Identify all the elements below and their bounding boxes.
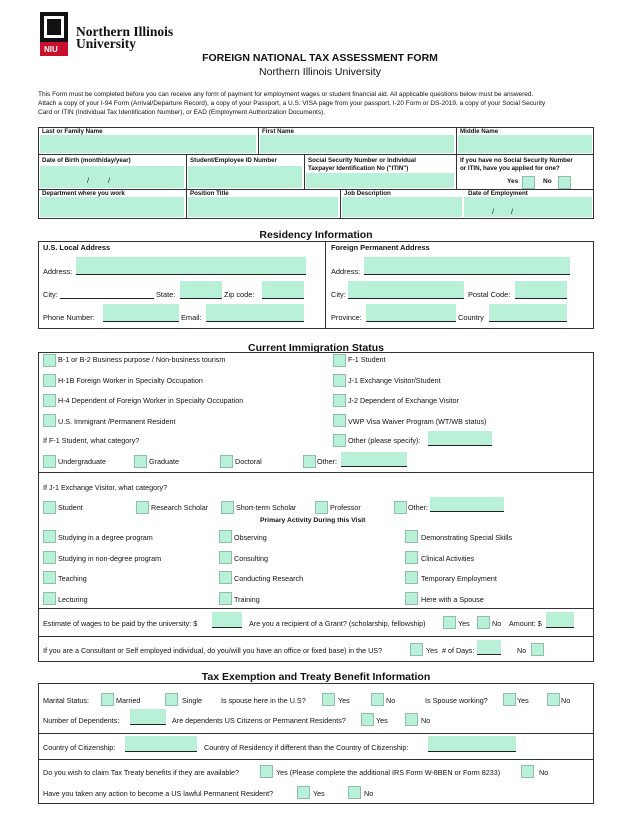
spouse-us-label: Is spouse here in the U.S?: [221, 696, 306, 705]
treaty-label: Do you wish to claim Tax Treaty benefits if they are available?: [43, 768, 240, 777]
dependents-label: Number of Dependents:: [43, 716, 120, 725]
b1-b2-label: B-1 or B-2 Business purpose / Non-business tourism: [58, 355, 226, 364]
permanent-label: Have you taken any action to become a US lawful Permanent Resident?: [43, 789, 274, 798]
activity-training-checkbox[interactable]: [219, 592, 232, 605]
activity-research-label: Conducting Research: [234, 574, 304, 583]
province-label: Province:: [331, 313, 362, 322]
form-subtitle: Northern Illinois University: [259, 66, 381, 78]
f1-label: F-1 Student: [348, 355, 386, 364]
activity-clinical-checkbox[interactable]: [405, 551, 418, 564]
department-input[interactable]: [40, 197, 184, 217]
grant-no-checkbox[interactable]: [477, 616, 490, 629]
residency-heading: Residency Information: [259, 229, 373, 241]
consultant-no-label: No: [517, 646, 527, 655]
us-address-heading: U.S. Local Address: [43, 243, 111, 252]
spouse-us-no-label: No: [386, 696, 396, 705]
f1-undergraduate-label: Undergraduate: [58, 457, 106, 466]
activity-consulting-checkbox[interactable]: [219, 551, 232, 564]
last-name-input[interactable]: [40, 135, 256, 153]
citizenship-input[interactable]: [125, 736, 197, 751]
doe-input[interactable]: [464, 197, 592, 217]
foreign-address-input[interactable]: [364, 257, 570, 274]
dependents-yes-checkbox[interactable]: [361, 713, 374, 726]
residency-country-label: Country of Residency if different than the Country of Citizenship:: [204, 743, 409, 752]
f1-checkbox[interactable]: [333, 354, 346, 367]
logo-mark: NIU: [44, 45, 58, 54]
ssn-label-1: Social Security Number or Individual: [308, 157, 416, 164]
spouse-us-no-checkbox[interactable]: [371, 693, 384, 706]
spouse-us-yes-checkbox[interactable]: [322, 693, 335, 706]
j1-student-label: Student: [58, 503, 83, 512]
phone-label: Phone Number:: [43, 313, 95, 322]
permanent-resident-label: U.S. Immigrant /Permanent Resident: [58, 417, 176, 426]
consultant-no-checkbox[interactable]: [531, 643, 544, 656]
days-input[interactable]: [477, 640, 501, 654]
activity-degree-checkbox[interactable]: [43, 530, 56, 543]
dependents-no-checkbox[interactable]: [405, 713, 418, 726]
postal-input[interactable]: [515, 281, 567, 298]
amount-label: Amount: $: [509, 619, 542, 628]
doe-sep-1: /: [492, 207, 494, 216]
j1-checkbox[interactable]: [333, 374, 346, 387]
phone-input[interactable]: [103, 304, 179, 321]
consultant-yes-checkbox[interactable]: [410, 643, 423, 656]
intro-line-1: This Form must be completed before you can receive any form of payment for employment wages or student financial aid. All applicable questions below must be answered.: [38, 91, 534, 98]
permanent-no-label: No: [364, 789, 374, 798]
treaty-no-label: No: [539, 768, 549, 777]
f1-question: If F-1 Student, what category?: [43, 436, 140, 445]
postal-label: Postal Code:: [468, 290, 511, 299]
ssn-input[interactable]: [306, 173, 454, 188]
j1-short-term-label: Short-term Scholar: [236, 503, 297, 512]
dependents-input[interactable]: [130, 709, 166, 724]
j1-professor-label: Professor: [330, 503, 361, 512]
middle-name-input[interactable]: [458, 135, 592, 153]
single-checkbox[interactable]: [165, 693, 178, 706]
activity-teaching-checkbox[interactable]: [43, 571, 56, 584]
student-id-input[interactable]: [188, 166, 302, 188]
tax-heading: Tax Exemption and Treaty Benefit Information: [201, 671, 431, 683]
f1-doctoral-label: Doctoral: [235, 457, 262, 466]
treaty-yes-label: Yes (Please complete the additional IRS Form W-8BEN or Form 8233): [276, 768, 501, 777]
activity-training-label: Training: [234, 595, 260, 604]
intro-line-2: Attach a copy of your I-94 Form (Arrival/Departure Record), a copy of your Passport, a U.S. VISA page from your passport, I-20 Form or DS-2019, a copy of your Social Security: [38, 100, 546, 107]
applied-no-checkbox[interactable]: [558, 176, 571, 189]
no-ssn-label-2: or ITIN, have you applied for one?: [460, 165, 560, 172]
ssn-label-2: Taxpayer Identification No ("ITIN"): [308, 165, 409, 172]
spouse-us-yes-label: Yes: [338, 696, 350, 705]
activity-clinical-label: Clinical Activities: [421, 554, 475, 563]
f1-undergraduate-checkbox[interactable]: [43, 455, 56, 468]
spouse-working-no-label: No: [561, 696, 571, 705]
intro-line-3: Card or ITIN (Individual Tax Identification Number), or EAD (Employment Authorization Documents).: [38, 109, 326, 116]
dependents-yes-label: Yes: [376, 716, 388, 725]
activity-consulting-label: Consulting: [234, 554, 268, 563]
position-label: Position Title: [190, 190, 229, 197]
email-input[interactable]: [206, 304, 304, 321]
f1-other-label: Other:: [317, 457, 337, 466]
country-input[interactable]: [489, 304, 567, 321]
applied-yes-label: Yes: [507, 178, 519, 185]
us-city-label: City:: [43, 290, 58, 299]
dob-input[interactable]: [40, 166, 184, 188]
primary-activity-heading: Primary Activity During this Visit: [260, 517, 366, 524]
logo-line2: University: [76, 36, 136, 51]
dob-label: Date of Birth (month/day/year): [42, 157, 131, 164]
j1-research-checkbox[interactable]: [136, 501, 149, 514]
foreign-address-label: Address:: [331, 267, 361, 276]
treaty-yes-checkbox[interactable]: [260, 765, 273, 778]
j1-other-label: Other:: [408, 503, 428, 512]
country-label: Country: [458, 313, 484, 322]
wages-input[interactable]: [212, 612, 242, 627]
us-zip-label: Zip code:: [224, 290, 255, 299]
activity-temp-employment-label: Temporary Employment: [421, 574, 497, 583]
dob-sep-1: /: [87, 176, 89, 185]
wages-label: Estimate of wages to be paid by the university: $: [43, 619, 198, 628]
j1-label: J-1 Exchange Visitor/Student: [348, 376, 441, 385]
f1-other-checkbox[interactable]: [303, 455, 316, 468]
other-status-input[interactable]: [428, 431, 492, 445]
foreign-address-heading: Foreign Permanent Address: [331, 243, 430, 252]
residency-country-input[interactable]: [428, 736, 516, 751]
activity-degree-label: Studying in a degree program: [58, 533, 153, 542]
first-name-input[interactable]: [260, 135, 454, 153]
activity-spouse-checkbox[interactable]: [405, 592, 418, 605]
f1-other-input[interactable]: [341, 452, 407, 466]
j2-label: J-2 Dependent of Exchange Visitor: [348, 396, 459, 405]
activity-research-checkbox[interactable]: [219, 571, 232, 584]
j1-other-checkbox[interactable]: [394, 501, 407, 514]
us-address-label: Address:: [43, 267, 73, 276]
foreign-city-input[interactable]: [348, 281, 464, 298]
spouse-working-label: Is Spouse working?: [425, 696, 488, 705]
activity-spouse-label: Here with a Spouse: [421, 595, 484, 604]
dependents-no-label: No: [421, 716, 431, 725]
us-address-input[interactable]: [76, 257, 306, 274]
email-label: Email:: [181, 313, 202, 322]
f1-graduate-label: Graduate: [149, 457, 179, 466]
vwp-label: VWP Visa Waiver Program (WT/WB status): [348, 417, 487, 426]
activity-temp-employment-checkbox[interactable]: [405, 571, 418, 584]
amount-input[interactable]: [546, 612, 574, 627]
f1-graduate-checkbox[interactable]: [134, 455, 147, 468]
h4-checkbox[interactable]: [43, 394, 56, 407]
days-label: # of Days:: [442, 646, 475, 655]
citizenship-label: Country of Citizenship:: [43, 743, 116, 752]
permanent-yes-label: Yes: [313, 789, 325, 798]
f1-doctoral-checkbox[interactable]: [220, 455, 233, 468]
j2-checkbox[interactable]: [333, 394, 346, 407]
permanent-no-checkbox[interactable]: [348, 786, 361, 799]
last-name-label: Last or Family Name: [42, 128, 103, 135]
b1-b2-checkbox[interactable]: [43, 354, 56, 367]
h4-label: H-4 Dependent of Foreign Worker in Specialty Occupation: [58, 396, 244, 405]
consultant-label: If you are a Consultant or Self employed individual, do you/will you have an office or fixed base) in the US?: [43, 646, 383, 655]
j1-question: If J-1 Exchange Visitor, what category?: [43, 483, 168, 492]
activity-teaching-label: Teaching: [58, 574, 87, 583]
activity-observing-label: Observing: [234, 533, 267, 542]
us-state-input[interactable]: [180, 281, 222, 298]
vwp-checkbox[interactable]: [333, 414, 346, 427]
us-zip-input[interactable]: [262, 281, 304, 298]
middle-name-label: Middle Name: [460, 128, 499, 135]
permanent-yes-checkbox[interactable]: [297, 786, 310, 799]
dob-sep-2: /: [108, 176, 110, 185]
doe-sep-2: /: [511, 207, 513, 216]
job-desc-input[interactable]: [342, 197, 462, 217]
activity-special-skills-label: Demonstrating Special Skills: [421, 533, 513, 542]
married-label: Married: [116, 696, 141, 705]
no-ssn-label-1: If you have no Social Security Number: [460, 157, 573, 164]
us-state-label: State:: [156, 290, 176, 299]
grant-no-label: No: [492, 619, 502, 628]
applied-yes-checkbox[interactable]: [522, 176, 535, 189]
single-label: Single: [182, 696, 202, 705]
job-desc-label: Job Description: [344, 190, 391, 197]
consultant-yes-label: Yes: [426, 646, 438, 655]
activity-special-skills-checkbox[interactable]: [405, 530, 418, 543]
grant-yes-label: Yes: [458, 619, 470, 628]
grant-yes-checkbox[interactable]: [443, 616, 456, 629]
form-title: FOREIGN NATIONAL TAX ASSESSMENT FORM: [202, 52, 438, 64]
married-checkbox[interactable]: [101, 693, 114, 706]
immigration-heading: Current Immigration Status: [248, 342, 384, 354]
j1-short-term-checkbox[interactable]: [221, 501, 234, 514]
j1-other-input[interactable]: [430, 497, 504, 511]
spouse-working-yes-label: Yes: [517, 696, 529, 705]
spouse-working-yes-checkbox[interactable]: [503, 693, 516, 706]
other-status-checkbox[interactable]: [333, 434, 346, 447]
h1b-checkbox[interactable]: [43, 374, 56, 387]
j1-research-label: Research Scholar: [151, 503, 209, 512]
position-input[interactable]: [188, 197, 338, 217]
logo-line1: Northern Illinois: [76, 24, 174, 39]
foreign-city-label: City:: [331, 290, 346, 299]
permanent-resident-checkbox[interactable]: [43, 414, 56, 427]
j1-student-checkbox[interactable]: [43, 501, 56, 514]
treaty-no-checkbox[interactable]: [521, 765, 534, 778]
grant-label: Are you a recipient of a Grant? (scholarship, fellowship): [249, 619, 426, 628]
activity-lecturing-checkbox[interactable]: [43, 592, 56, 605]
doe-label: Date of Employment: [468, 190, 528, 197]
marital-label: Marital Status:: [43, 696, 89, 705]
activity-lecturing-label: Lecturing: [58, 595, 88, 604]
j1-professor-checkbox[interactable]: [315, 501, 328, 514]
province-input[interactable]: [366, 304, 456, 321]
activity-non-degree-label: Studying in non-degree program: [58, 554, 162, 563]
activity-non-degree-checkbox[interactable]: [43, 551, 56, 564]
other-status-label: Other (please specify):: [348, 436, 421, 445]
applied-no-label: No: [543, 178, 552, 185]
activity-observing-checkbox[interactable]: [219, 530, 232, 543]
dependents-citizens-label: Are dependents US Citizens or Permanent Residents?: [172, 716, 346, 725]
first-name-label: First Name: [262, 128, 294, 135]
h1b-label: H-1B Foreign Worker in Specialty Occupation: [58, 376, 203, 385]
department-label: Department where you work: [42, 190, 125, 197]
spouse-working-no-checkbox[interactable]: [547, 693, 560, 706]
student-id-label: Student/Employee ID Number: [190, 157, 277, 164]
